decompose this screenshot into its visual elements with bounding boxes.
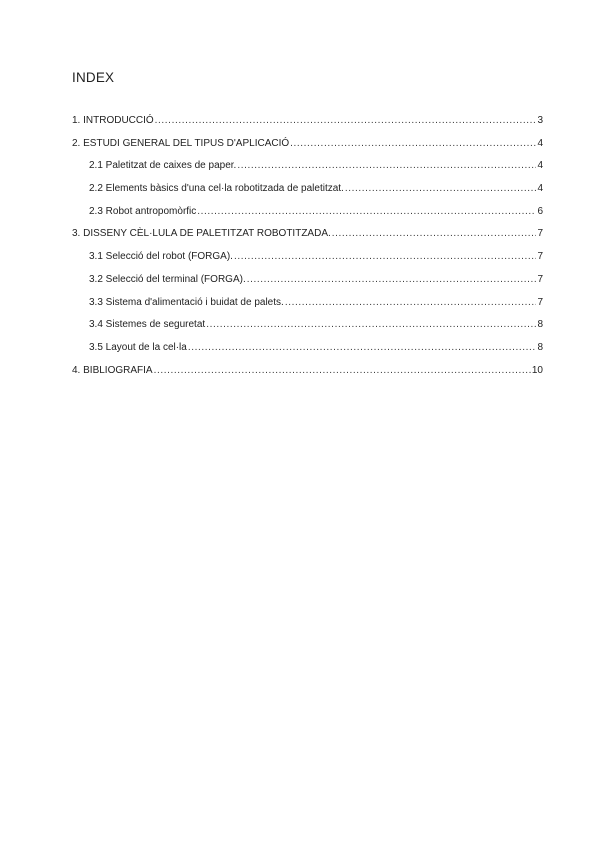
toc-entry-robot-antropomorfic[interactable] — [72, 206, 543, 229]
page-title: INDEX — [72, 70, 115, 85]
toc-dot-leader — [237, 160, 536, 171]
toc-entry-label: 4. BIBLIOGRAFIA — [72, 364, 153, 376]
toc-dot-leader — [247, 274, 537, 285]
toc-entry-layout-cella[interactable] — [72, 342, 543, 365]
toc-entry-sistemes-seguretat[interactable] — [72, 319, 543, 342]
toc-entry-introduccio[interactable] — [72, 115, 543, 138]
toc-entry-page-number: 8 — [537, 319, 543, 331]
toc-entry-page-number: 3 — [537, 115, 543, 126]
toc-entry-label: 2.1 Paletitzat de caixes de paper. — [89, 160, 237, 172]
toc-entry-label: 2. ESTUDI GENERAL DEL TIPUS D'APLICACIÓ — [72, 137, 290, 149]
toc-dot-leader — [188, 342, 537, 353]
toc-dot-leader — [234, 251, 536, 262]
toc-entry-page-number: 7 — [537, 228, 543, 240]
toc-dot-leader — [332, 228, 537, 239]
toc-entry-estudi-general[interactable] — [72, 138, 543, 161]
toc-entry-label: 3.4 Sistemes de seguretat — [89, 319, 206, 331]
toc-entry-page-number: 7 — [537, 251, 543, 263]
toc-entry-label: 2.3 Robot antropomòrfic — [89, 205, 197, 217]
table-of-contents — [72, 115, 543, 387]
toc-dot-leader — [285, 297, 537, 308]
toc-entry-page-number: 4 — [537, 137, 543, 149]
toc-entry-label: 3.3 Sistema d'alimentació i buidat de palets. — [89, 296, 284, 308]
toc-entry-page-number: 6 — [537, 205, 543, 217]
toc-entry-page-number: 4 — [537, 183, 543, 195]
toc-entry-label: 1. INTRODUCCIÓ — [72, 115, 154, 126]
toc-entry-label: 3.5 Layout de la cel·la — [89, 341, 187, 353]
toc-entry-elements-basics[interactable] — [72, 183, 543, 206]
toc-entry-label: 3.2 Selecció del terminal (FORGA). — [89, 273, 246, 285]
toc-entry-seleccio-terminal[interactable] — [72, 274, 543, 297]
toc-entry-page-number: 7 — [537, 296, 543, 308]
toc-dot-leader — [290, 138, 536, 149]
toc-entry-sistema-alimentacio[interactable] — [72, 297, 543, 320]
toc-dot-leader — [154, 365, 531, 376]
toc-entry-seleccio-robot[interactable] — [72, 251, 543, 274]
toc-entry-paletitzat-caixes[interactable] — [72, 160, 543, 183]
toc-entry-page-number: 7 — [537, 273, 543, 285]
toc-entry-page-number: 10 — [531, 364, 543, 376]
toc-entry-page-number: 8 — [537, 341, 543, 353]
toc-entry-label: 3. DISSENY CÈL·LULA DE PALETITZAT ROBOTITZADA. — [72, 228, 331, 240]
toc-entry-label: 2.2 Elements bàsics d'una cel·la robotitzada de paletitzat. — [89, 183, 344, 195]
toc-dot-leader — [155, 115, 537, 126]
toc-dot-leader — [345, 183, 537, 194]
toc-entry-page-number: 4 — [537, 160, 543, 172]
toc-entry-label: 3.1 Selecció del robot (FORGA). — [89, 251, 233, 263]
toc-entry-disseny-cellula[interactable] — [72, 228, 543, 251]
toc-dot-leader — [206, 319, 536, 330]
toc-entry-bibliografia[interactable] — [72, 365, 543, 388]
toc-dot-leader — [197, 206, 536, 217]
